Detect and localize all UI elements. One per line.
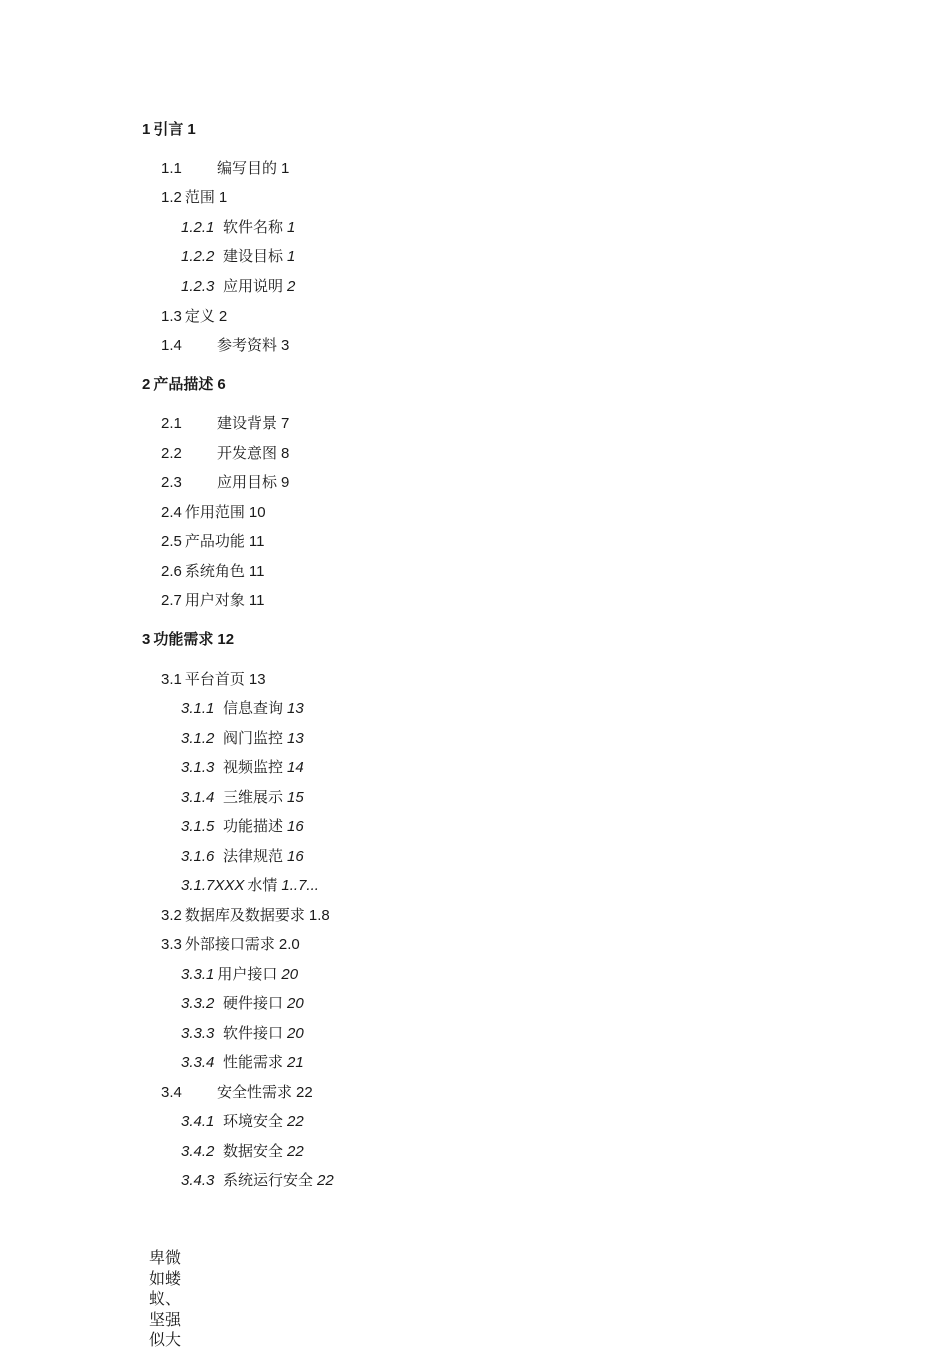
toc-entry-title: 数据安全	[223, 1143, 284, 1160]
toc-entry-page-number: 1	[218, 189, 228, 206]
toc-entry-level-2[interactable]	[161, 504, 266, 522]
toc-entry-title: 安全性需求	[217, 1084, 293, 1101]
toc-entry-number: 3.1	[161, 671, 182, 688]
toc-entry-level-2[interactable]	[161, 160, 289, 178]
toc-entry-level-3[interactable]	[181, 966, 298, 984]
toc-entry-level-3[interactable]	[181, 700, 304, 718]
toc-entry-page-number: 2	[218, 308, 228, 325]
toc-entry-page-number: 7	[281, 415, 290, 432]
toc-entry-page-number: 9	[281, 474, 290, 491]
toc-entry-number: 2.1	[161, 415, 182, 432]
toc-entry-number: 3.1.7XXX	[181, 877, 245, 894]
toc-entry-page-number: 6	[217, 376, 226, 393]
toc-entry-level-2[interactable]	[161, 445, 289, 463]
toc-entry-page-number: 22	[317, 1172, 334, 1189]
toc-entry-number: 3.4.1	[181, 1113, 215, 1130]
toc-entry-number: 3.3.2	[181, 995, 215, 1012]
toc-entry-title: 数据库及数据要求	[184, 907, 305, 924]
toc-entry-number: 1.2.1	[181, 219, 215, 236]
toc-entry-page-number: 16	[287, 818, 304, 835]
toc-entry-number: 3.3.3	[181, 1025, 215, 1042]
toc-entry-page-number: 14	[287, 759, 304, 776]
toc-entry-level-3[interactable]	[181, 877, 319, 895]
toc-entry-title: 环境安全	[223, 1113, 284, 1130]
toc-entry-number: 3.4.3	[181, 1172, 215, 1189]
toc-entry-title: 建设背景	[217, 415, 278, 432]
toc-entry-level-1[interactable]	[142, 631, 234, 649]
toc-entry-title: 硬件接口	[223, 995, 284, 1012]
toc-entry-page-number: 13	[248, 671, 266, 688]
toc-entry-title: 用户对象	[184, 592, 245, 609]
toc-entry-title: 引言	[153, 121, 184, 138]
toc-entry-page-number: 13	[287, 730, 304, 747]
toc-entry-level-3[interactable]	[181, 1143, 304, 1161]
toc-entry-level-3[interactable]	[181, 219, 295, 237]
toc-entry-number: 3.1.3	[181, 759, 215, 776]
toc-entry-page-number: 3	[281, 337, 290, 354]
toc-entry-page-number: 22	[296, 1084, 313, 1101]
toc-entry-title: 平台首页	[184, 671, 245, 688]
toc-entry-page-number: 1	[287, 219, 296, 236]
toc-entry-level-3[interactable]	[181, 730, 304, 748]
toc-entry-level-2[interactable]	[161, 308, 227, 326]
toc-entry-title: 定义	[184, 308, 215, 325]
toc-entry-title: 编写目的	[217, 160, 278, 177]
toc-entry-level-3[interactable]	[181, 278, 295, 296]
toc-entry-title: 阀门监控	[223, 730, 284, 747]
toc-entry-title: 信息查询	[223, 700, 284, 717]
toc-entry-title: 参考资料	[217, 337, 278, 354]
toc-entry-level-3[interactable]	[181, 1172, 334, 1190]
toc-entry-level-2[interactable]	[161, 415, 289, 433]
toc-entry-number: 1.2	[161, 189, 182, 206]
toc-entry-number: 2.6	[161, 563, 182, 580]
toc-entry-level-3[interactable]	[181, 1025, 304, 1043]
toc-entry-level-3[interactable]	[181, 818, 304, 836]
toc-entry-level-3[interactable]	[181, 759, 304, 777]
toc-entry-page-number: 2	[287, 278, 296, 295]
toc-entry-page-number: 20	[287, 995, 304, 1012]
toc-entry-number: 3.1.5	[181, 818, 215, 835]
toc-entry-number: 3.4.2	[181, 1143, 215, 1160]
toc-entry-number: 1.1	[161, 160, 182, 177]
toc-entry-number: 3.4	[161, 1084, 182, 1101]
toc-entry-title: 作用范围	[184, 504, 245, 521]
toc-entry-page-number: 11	[248, 533, 265, 550]
toc-entry-level-1[interactable]	[142, 121, 196, 139]
toc-entry-level-3[interactable]	[181, 1054, 304, 1072]
toc-entry-level-2[interactable]	[161, 474, 289, 492]
toc-entry-number: 3.3.1	[181, 966, 215, 983]
toc-entry-number: 3.1.1	[181, 700, 215, 717]
toc-entry-title: 水情	[247, 877, 278, 894]
toc-entry-title: 范围	[184, 189, 215, 206]
toc-entry-page-number: 11	[248, 592, 265, 609]
toc-entry-page-number: 10	[248, 504, 266, 521]
toc-entry-title: 应用目标	[217, 474, 278, 491]
toc-entry-title: 开发意图	[217, 445, 278, 462]
toc-entry-page-number: 21	[287, 1054, 304, 1071]
toc-entry-number: 2.3	[161, 474, 182, 491]
toc-entry-level-2[interactable]	[161, 671, 266, 689]
toc-entry-page-number: 1	[281, 160, 290, 177]
toc-entry-title: 功能需求	[153, 631, 214, 648]
toc-entry-level-2[interactable]	[161, 907, 330, 925]
toc-entry-page-number: 1	[287, 248, 296, 265]
toc-entry-level-2[interactable]	[161, 337, 289, 355]
toc-entry-title: 功能描述	[223, 818, 284, 835]
toc-entry-number: 2.5	[161, 533, 182, 550]
toc-entry-page-number: 8	[281, 445, 290, 462]
toc-entry-level-1[interactable]	[142, 376, 226, 394]
toc-entry-level-2[interactable]	[161, 533, 264, 551]
toc-entry-number: 2.4	[161, 504, 182, 521]
toc-entry-page-number: 1..7...	[281, 877, 319, 894]
toc-entry-page-number: 1	[187, 121, 196, 138]
toc-entry-title: 性能需求	[223, 1054, 284, 1071]
toc-entry-page-number: 22	[287, 1143, 304, 1160]
toc-entry-page-number: 20	[281, 966, 299, 983]
toc-entry-title: 系统运行安全	[223, 1172, 314, 1189]
toc-entry-title: 视频监控	[223, 759, 284, 776]
toc-entry-number: 3.2	[161, 907, 182, 924]
toc-entry-title: 应用说明	[223, 278, 284, 295]
toc-entry-level-3[interactable]	[181, 848, 304, 866]
toc-entry-page-number: 11	[248, 563, 265, 580]
toc-entry-title: 用户接口	[217, 966, 278, 983]
toc-entry-number: 3.1.6	[181, 848, 215, 865]
toc-entry-number: 3.3.4	[181, 1054, 215, 1071]
toc-entry-page-number: 22	[287, 1113, 304, 1130]
toc-entry-number: 3.1.4	[181, 789, 215, 806]
toc-entry-page-number: 20	[287, 1025, 304, 1042]
toc-entry-number: 1.3	[161, 308, 182, 325]
toc-entry-number: 2.2	[161, 445, 182, 462]
toc-entry-title: 产品功能	[184, 533, 245, 550]
toc-entry-number: 1.2.2	[181, 248, 215, 265]
toc-entry-title: 外部接口需求	[184, 936, 275, 953]
toc-entry-level-3[interactable]	[181, 1113, 304, 1131]
toc-entry-number: 3.3	[161, 936, 182, 953]
toc-entry-page-number: 2.0	[278, 936, 300, 953]
motto-text: 卑微如蝼蚁、坚强似大	[149, 1248, 182, 1349]
toc-entry-page-number: 1.8	[308, 907, 330, 924]
toc-entry-title: 软件接口	[223, 1025, 284, 1042]
toc-entry-level-3[interactable]	[181, 995, 304, 1013]
toc-entry-title: 产品描述	[153, 376, 214, 393]
toc-entry-title: 软件名称	[223, 219, 284, 236]
toc-entry-number: 2	[142, 376, 151, 393]
toc-entry-page-number: 12	[217, 631, 235, 648]
toc-entry-page-number: 16	[287, 848, 304, 865]
toc-entry-title: 法律规范	[223, 848, 284, 865]
toc-entry-level-2[interactable]	[161, 189, 227, 207]
toc-entry-number: 3	[142, 631, 151, 648]
toc-entry-page-number: 13	[287, 700, 304, 717]
toc-entry-title: 建设目标	[223, 248, 284, 265]
toc-entry-level-3[interactable]	[181, 248, 295, 266]
toc-entry-number: 1.2.3	[181, 278, 215, 295]
toc-entry-title: 三维展示	[223, 789, 284, 806]
toc-entry-level-2[interactable]	[161, 563, 264, 581]
toc-entry-number: 1	[142, 121, 151, 138]
toc-entry-page-number: 15	[287, 789, 304, 806]
toc-entry-number: 2.7	[161, 592, 182, 609]
toc-entry-number: 1.4	[161, 337, 182, 354]
toc-entry-level-3[interactable]	[181, 789, 304, 807]
toc-entry-level-2[interactable]	[161, 592, 264, 610]
toc-entry-title: 系统角色	[184, 563, 245, 580]
toc-entry-level-2[interactable]	[161, 936, 300, 954]
toc-entry-number: 3.1.2	[181, 730, 215, 747]
toc-entry-level-2[interactable]	[161, 1084, 313, 1102]
